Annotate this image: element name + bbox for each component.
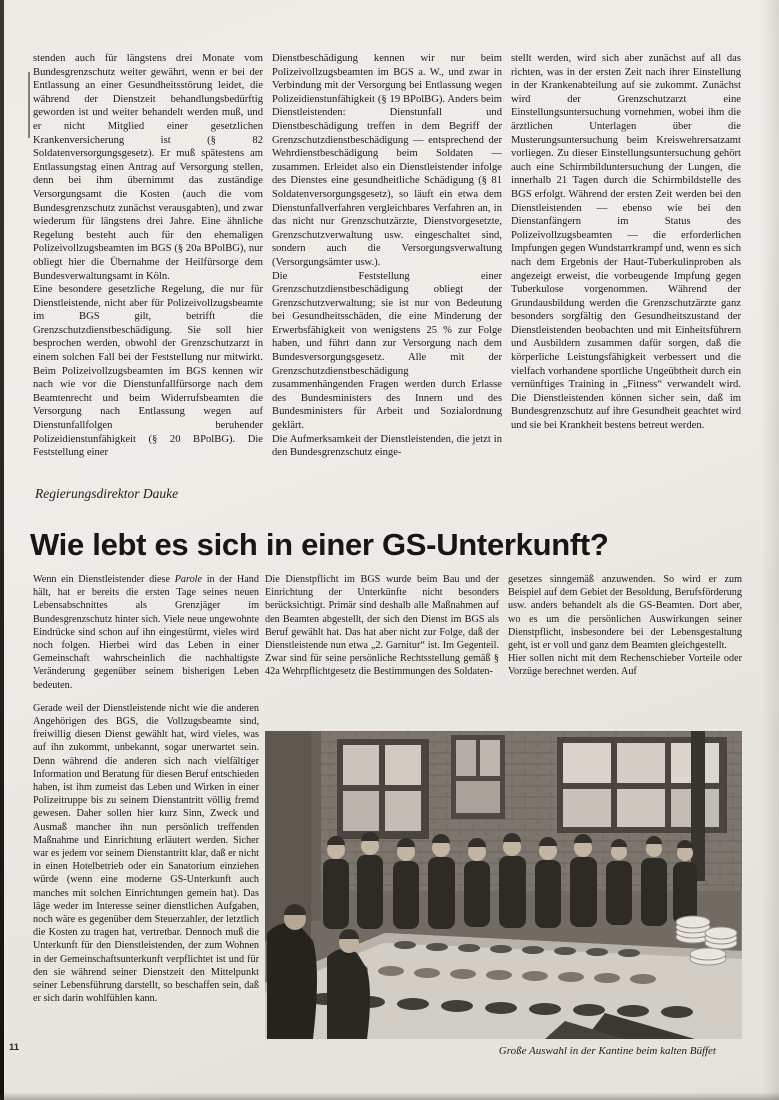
paragraph: Eine besondere gesetzliche Regelung, die nur für Dienstleistende, nicht aber für Polizeivollzugsbeamte im BGS gilt, betrifft die Grenzschutzdienstbeschädigung. Sie soll hier besprochen werden, obwohl der Grenzschutzarzt in einem solchen Fall bei der Feststellung nur mitwirkt. Beim Polizeivollzugsbeamten im BGS kennen wir nach wie vor die Dienstunfallfürsorge nach dem Beamtenrecht und beim Widerrufsbeamten die Versorgung nach Entlassung wegen auf Dienstunfallfolgen beruhender Polizeidienstunfähigkeit (§ 20 BPolBG). Die Feststellung einer [33, 284, 263, 459]
page-right-shadow [761, 0, 779, 1100]
paragraph-text: in der Hand hält, hat er bereits die ersten Tage seines neuen Lebensabschnittes als Grenzjäger im Bundesgrenzschutz hinter sich. Viele neue ungewohnte Eindrücke sind schon auf ihn eingestürmt, vieles wird noch folgen. Hierbei wird das Leben in einer Gemeinschaft wahrscheinlich die nachhaltigste Veränderung gegenüber seinem bisherigen Leben bedeuten. [33, 574, 259, 691]
page-left-edge [0, 0, 4, 1100]
paragraph: gesetzes sinngemäß anzuwenden. So wird er zum Beispiel auf dem Gebiet der Besoldung, Berufsförderung usw. anders behandelt als die GS-Beamten. Dort aber, wo es um die persönlichen Auswirkungen seiner Dienstpflicht, insbesondere bei der Lebensgestaltung geht, ist er voll und ganz dem Beamten gleichgestellt. [508, 574, 742, 652]
byline: Regierungsdirektor Dauke [35, 486, 179, 501]
main-right-area [265, 573, 742, 1057]
paragraph: stellt werden, wird sich aber zunächst auf all das richten, was in der ersten Zeit nach ihrer Einstellung in der Krankenabteilung auf sie zukommt. Zunächst wird der Grenzschutzarzt eine Einstellungsuntersuchung vornehmen, wobei ihm die ärztlichen Unterlagen über die Musterungsuntersuchung beim Kreiswehrersatzamt vorliegen. Zu dieser Einstellungsuntersuchung gehört auch eine Schirmbilduntersuchung der Lungen, die innerhalb 21 Tagen durch die Schirmbildstelle des BGS erfolgt. Während der ersten Zeit werden bei den Dienstleistenden — ebenso wie bei den Dienstanfängern im Status des Polizeivollzugsbeamten — die erforderlichen Impfungen gegen Wundstarrkrampf und, wenn es sich nach dem Ergebnis der Haut-Tuberkulinproben als angezeigt erweist, die vorbeugende Impfung gegen Tuberkulose vorgenommen. Während der Grundausbildung werden die Grenzschutzärzte ganz besonders sorgfältig den Gesundheitszustand der Dienstleistenden beobachten und mit Einheitsführern und Ausbildern zusammen dafür sorgen, daß die körperliche Leistungsfähigkeit verbessert und die vielfach vorhandene sportliche Ungeübtheit durch ein vernünftiges Training in „Fitness“ verwandelt wird. Die Dienstleistenden können sicher sein, daß im Bundesgrenzschutz auf ihre Gesundheit geachtet wird und sie bei Krankheit bestens betreut werden. [511, 53, 741, 432]
main-article [33, 573, 742, 1057]
page-number: 11 [9, 1042, 20, 1053]
paragraph: Die Aufmerksamkeit der Dienstleistenden, die jetzt in den Bundesgrenzschutz einge- [272, 433, 502, 459]
scan-crease [28, 72, 30, 138]
top-column-right [511, 52, 741, 464]
top-article [33, 52, 742, 464]
photo-canteen-buffet [265, 731, 742, 1039]
main-column-left [33, 573, 259, 1057]
top-column-middle [272, 52, 502, 464]
paragraph [33, 573, 259, 692]
italic-word: Parole [174, 574, 203, 585]
headline: Wie lebt es sich in einer GS-Unterkunft? [30, 526, 609, 562]
top-column-left [33, 52, 263, 464]
paragraph: Hier sollen nicht mit dem Rechenschieber Vorteile oder Vorzüge berechnet werden. Auf [508, 653, 742, 678]
paragraph: stenden auch für längstens drei Monate vom Bundesgrenzschutz weiter gewährt, wenn er bei der Entlassung an einer Gesundheitsstörung leidet, die während der Dienstzeit behandlungsbedürftig geworden ist und weiter behandelt werden muß, und er nicht Mitglied einer gesetzlichen Krankenversicherung ist (§ 82 Soldatenversorgungsgesetz). Er muß spätestens am Entlassungstag einen Antrag auf Versorgung stellen, denn bei ihm übernimmt das zuständige Versorgungsamt die Kosten (auch die vom Bundesgrenzschutz zunächst verausgabten), und zwar wiederum für längstens drei Jahre. Eine ähnliche Regelung besteht auch für den ehemaligen Polizeivollzugsbeamten im BGS (§ 20a BPolBG), nur obliegt hier die Übernahme der Heilfürsorge dem Bundesverwaltungsamt in Köln. [33, 53, 263, 282]
main-column-middle [265, 573, 499, 723]
main-column-right [508, 573, 742, 723]
paragraph-text: Wenn ein Dienstleistender diese [33, 574, 175, 585]
photo-caption: Große Auswahl in der Kantine beim kalten Büffet [498, 1045, 716, 1057]
paragraph: Gerade weil der Dienstleistende nicht wie die anderen Angehörigen des BGS, die Vollzugsbeamte sind, freiwillig diesen Dienst gewählt hat, wird vieles, was auf ihn zukommt, unbekannt, sogar unerwartet sein. Denn während die anderen sich nach vielfältiger Information und Beratung für diesen Beruf entschieden haben, ist ihm zumeist das Leben und Wirken in einer Polizeitruppe bis zu seinem Dienstantritt völlig fremd gewesen. Daher sollen hier kurz Sinn, Zweck und Ausmaß mancher ihn nun persönlich treffenden Maßnahme und Einrichtung erläutert werden. Sicher war es jedem vor seinem Dienstantritt klar, daß er nicht in einen Hotelbetrieb oder ein Sanatorium einziehen würde (wenn eine moderne GS-Unterkunft auch manches mit solchen Einrichtungen gemein hat). Das läge weder im Interesse seiner dienstlichen Aufgaben, noch wäre es gegenüber dem Steuerzahler, der letztlich die Kosten zu tragen hat, vertretbar. Dennoch muß die Unterkunft für den Dienstleistenden, der zum Wohnen in der Gemeinschaftsunterkunft verpflichtet ist und für den sie während seiner Dienstzeit den Mittelpunkt seiner Lebensführung darstellt, so beschaffen sein, daß er sich darin wohlfühlen kann. [33, 702, 259, 1005]
paragraph: Die Dienstpflicht im BGS wurde beim Bau und der Einrichtung der Unterkünfte nicht besonders berücksichtigt. Primär sind deshalb alle Maßnahmen auf den Beamten abgestellt, der sich den Dienst im BGS als Beruf gewählt hat. Das hat aber nicht zur Folge, daß der Dienstleistende nun etwa „2. Garnitur“ ist. Im Gegenteil. Zwar sind für seine persönliche Rechtsstellung gemäß § 42a Wehrpflichtgesetz die Bestimmungen des Soldaten- [265, 574, 499, 678]
page-bottom-shadow [0, 1092, 779, 1100]
paragraph: Dienstbeschädigung kennen wir nur beim Polizeivollzugsbeamten im BGS a. W., und zwar in Verbindung mit der Versorgung bei Entlassung wegen Polizeidienstunfähigkeit (§ 19 BPolBG). Anders beim Dienstleistenden: Dienstunfall und Dienstbeschädigung treffen in dem Begriff der Grenzschutzdienstbeschädigung — entsprechend der Wehrdienstbeschädigung beim Soldaten — zusammen. Erleidet also ein Dienstleistender infolge des Dienstes eine gesundheitliche Schädigung (§ 81 Soldatenversorgungsgesetz), so läuft ein etwa dem Dienstunfallverfahren vergleichbares Verfahren an, in das nicht nur Grenzschutzärzte, Dienstvorgesetzte, Grenzschutzverwaltung usw. eingeschaltet sind, sondern auch die Versorgungsverwaltung (Versorgungsämter usw.). [272, 53, 502, 268]
paragraph: Die Feststellung einer Grenzschutzdienstbeschädigung obliegt der Grenzschutzverwaltung; sie ist nur von Bedeutung bei Gesundheitsschäden, die eine Minderung der Erwerbsfähigkeit von wenigstens 25 % zur Folge haben, und führt dann zur Versorgung nach dem Bundesversorgungsgesetz. Alle mit der Grenzschutzdienstbeschädigung zusammenhängenden Fragen werden durch Erlasse des Bundesministers des Innern und des Bundesministers für Arbeit und Sozialordnung geklärt. [272, 270, 502, 432]
main-two-columns [265, 573, 742, 723]
